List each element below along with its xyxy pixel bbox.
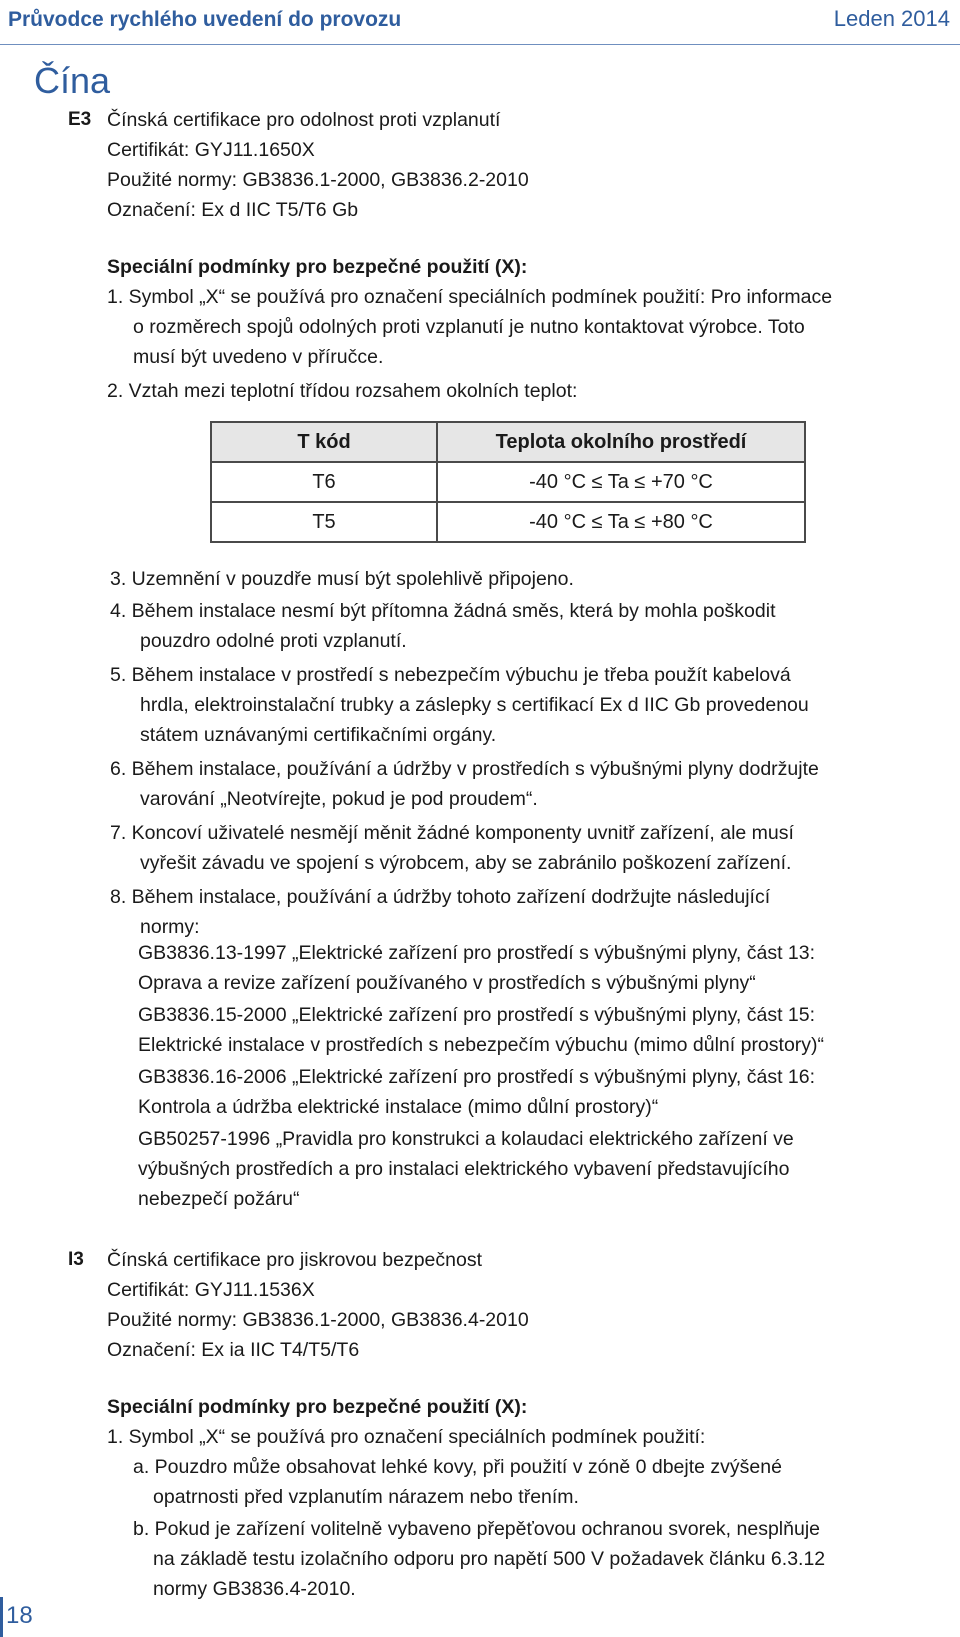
table-header-row — [211, 422, 805, 462]
table-row — [211, 462, 805, 502]
country-heading: Čína — [34, 60, 111, 101]
e3-item-4: pouzdro odolné proti vzplanutí. — [140, 630, 407, 652]
i3-line: Certifikát: GYJ11.1536X — [107, 1279, 315, 1301]
e3-item-1: 1. Symbol „X“ se používá pro označení speciálních podmínek použití: Pro informace — [107, 286, 833, 308]
table-header-ambient-temp: Teplota okolního prostředí — [437, 422, 805, 462]
i3-line: Označení: Ex ia IIC T4/T5/T6 — [107, 1339, 360, 1361]
e3-item-1: o rozměrech spojů odolných proti vzplanutí je nutno kontaktovat výrobce. Toto — [133, 316, 805, 338]
i3-sub-b: b. Pokud je zařízení volitelně vybaveno přepěťovou ochranou svorek, nesplňuje — [133, 1518, 820, 1540]
temperature-class-table — [210, 421, 806, 543]
norm-item: Oprava a revize zařízení používaného v prostředích s výbušnými plyny“ — [138, 972, 756, 994]
norm-item: nebezpečí požáru“ — [138, 1188, 300, 1210]
i3-item-1: 1. Symbol „X“ se používá pro označení speciálních podmínek použití: — [107, 1426, 706, 1448]
e3-item-6: varování „Neotvírejte, pokud je pod proudem“. — [140, 788, 538, 810]
norm-item: GB3836.13-1997 „Elektrické zařízení pro prostředí s výbušnými plyny, část 13: — [138, 942, 816, 964]
norm-item: GB50257-1996 „Pravidla pro konstrukci a kolaudaci elektrického zařízení ve — [138, 1128, 794, 1150]
page-margin-bar — [0, 1597, 3, 1637]
i3-line: Čínská certifikace pro jiskrovou bezpečnost — [107, 1249, 483, 1271]
e3-line: Použité normy: GB3836.1-2000, GB3836.2-2010 — [107, 169, 529, 191]
page-number: 18 — [6, 1602, 33, 1629]
norm-item: GB3836.16-2006 „Elektrické zařízení pro prostředí s výbušnými plyny, část 16: — [138, 1066, 816, 1088]
table-cell: -40 °C ≤ Ta ≤ +70 °C — [437, 462, 805, 502]
e3-label: E3 — [68, 109, 92, 130]
table-row — [211, 502, 805, 542]
e3-item-3: 3. Uzemnění v pouzdře musí být spolehlivě připojeno. — [110, 568, 574, 590]
i3-sub-a: a. Pouzdro může obsahovat lehké kovy, při použití v zóně 0 dbejte zvýšené — [133, 1456, 782, 1478]
table-cell: T6 — [211, 462, 437, 502]
header-divider — [0, 44, 960, 45]
e3-item-8: 8. Během instalace, používání a údržby tohoto zařízení dodržujte následující — [110, 886, 771, 908]
i3-line: Použité normy: GB3836.1-2000, GB3836.4-2010 — [107, 1309, 529, 1331]
table-header-t-code: T kód — [211, 422, 437, 462]
e3-item-1: musí být uvedeno v příručce. — [133, 346, 384, 368]
e3-line: Čínská certifikace pro odolnost proti vzplanutí — [107, 109, 501, 131]
e3-item-5: 5. Během instalace v prostředí s nebezpečím výbuchu je třeba použít kabelová — [110, 664, 791, 686]
e3-item-5: hrdla, elektroinstalační trubky a záslepky s certifikací Ex d IIC Gb provedenou — [140, 694, 809, 716]
e3-item-8: normy: — [140, 916, 200, 938]
table-cell: T5 — [211, 502, 437, 542]
norm-item: Kontrola a údržba elektrické instalace (mimo důlní prostory)“ — [138, 1096, 659, 1118]
e3-item-2: 2. Vztah mezi teplotní třídou rozsahem okolních teplot: — [107, 380, 578, 402]
i3-sub-b: normy GB3836.4-2010. — [153, 1578, 356, 1600]
e3-item-6: 6. Během instalace, používání a údržby v prostředích s výbušnými plyny dodržujte — [110, 758, 819, 780]
document-title: Průvodce rychlého uvedení do provozu — [8, 8, 402, 31]
i3-label: I3 — [68, 1249, 84, 1270]
e3-item-5: státem uznávanými certifikačními orgány. — [140, 724, 497, 746]
i3-special-heading: Speciální podmínky pro bezpečné použití (X): — [107, 1396, 528, 1418]
e3-line: Certifikát: GYJ11.1650X — [107, 139, 315, 161]
norm-item: GB3836.15-2000 „Elektrické zařízení pro prostředí s výbušnými plyny, část 15: — [138, 1004, 816, 1026]
table-cell: -40 °C ≤ Ta ≤ +80 °C — [437, 502, 805, 542]
i3-sub-b: na základě testu izolačního odporu pro napětí 500 V požadavek článku 6.3.12 — [153, 1548, 826, 1570]
norm-item: výbušných prostředích a pro instalaci elektrického vybavení představujícího — [138, 1158, 790, 1180]
e3-item-7: 7. Koncoví uživatelé nesmějí měnit žádné komponenty uvnitř zařízení, ale musí — [110, 822, 794, 844]
e3-line: Označení: Ex d IIC T5/T6 Gb — [107, 199, 359, 221]
e3-item-4: 4. Během instalace nesmí být přítomna žádná směs, která by mohla poškodit — [110, 600, 776, 622]
i3-sub-a: opatrnosti před vzplanutím nárazem nebo třením. — [153, 1486, 579, 1508]
norm-item: Elektrické instalace v prostředích s nebezpečím výbuchu (mimo důlní prostory)“ — [138, 1034, 825, 1056]
e3-special-heading: Speciální podmínky pro bezpečné použití (X): — [107, 256, 528, 278]
document-date: Leden 2014 — [833, 6, 950, 31]
e3-item-7: vyřešit závadu ve spojení s výrobcem, aby se zabránilo poškození zařízení. — [140, 852, 792, 874]
